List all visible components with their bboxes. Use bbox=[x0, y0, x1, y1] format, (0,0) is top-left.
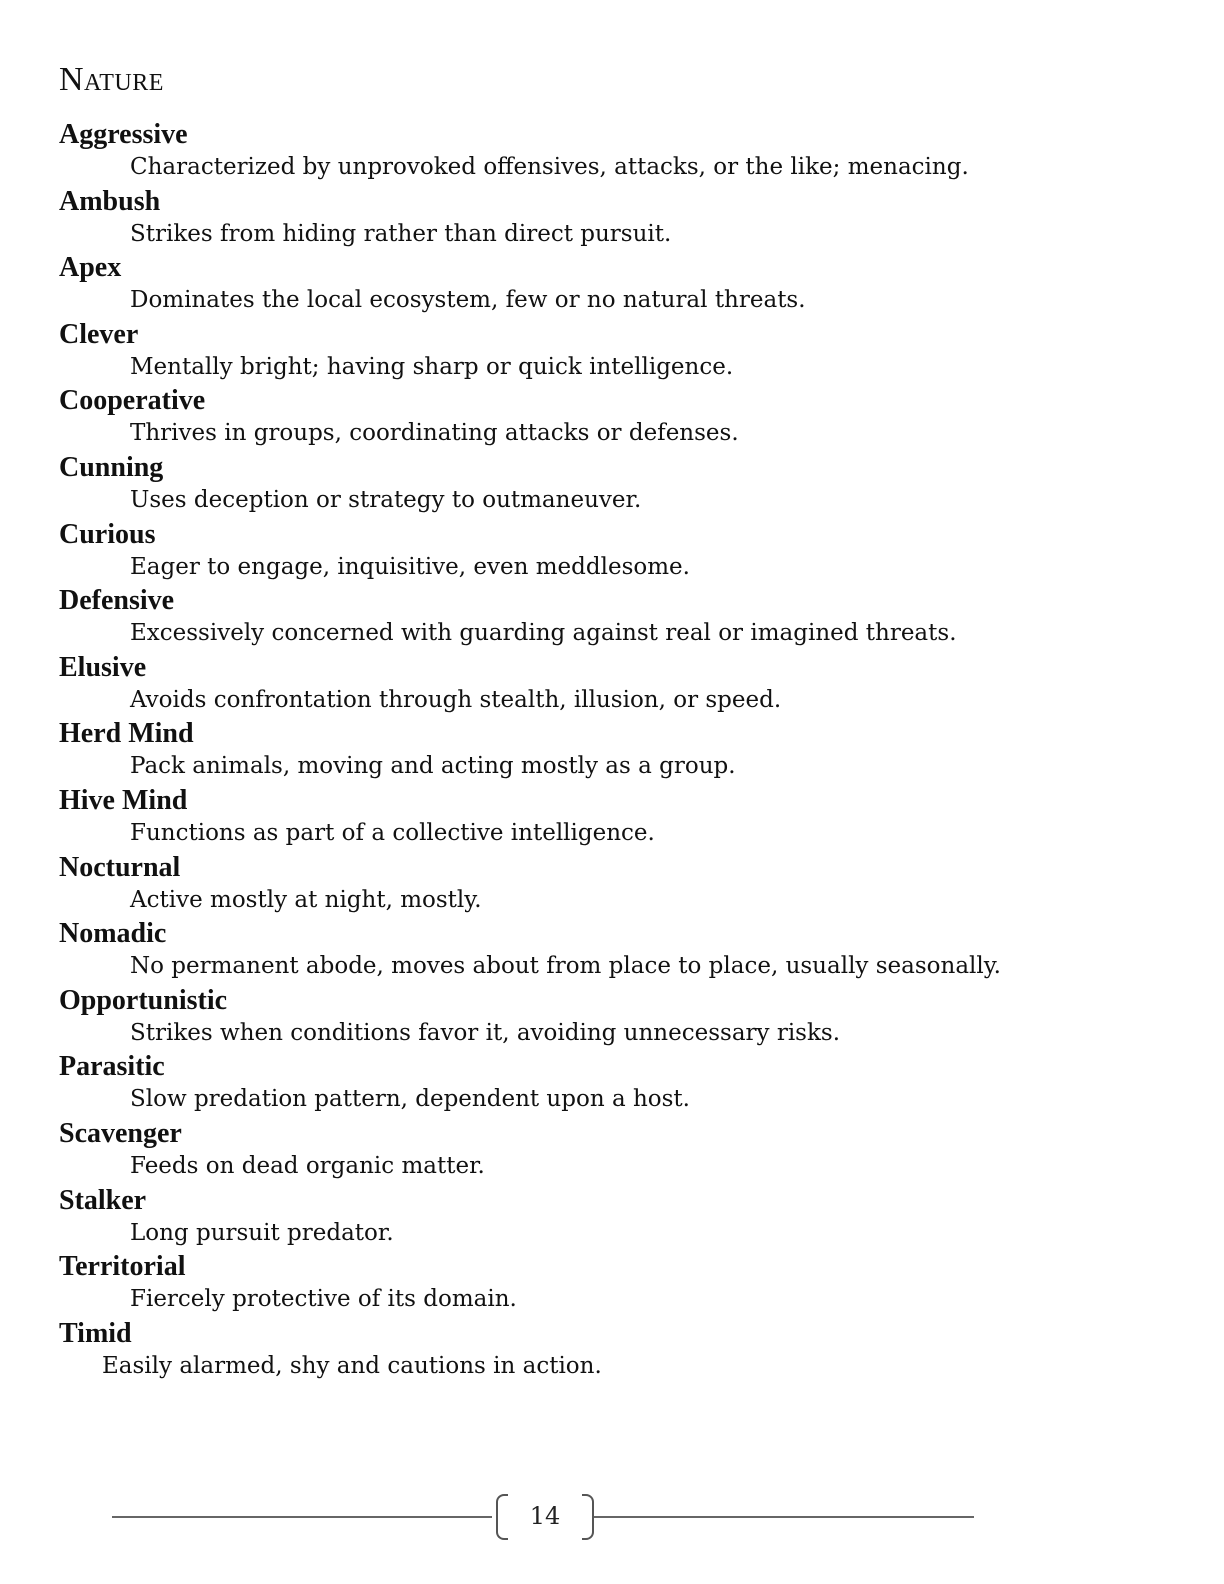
entry-term: Clever bbox=[59, 318, 139, 350]
glossary-entry bbox=[59, 917, 1179, 984]
entry-term: Opportunistic bbox=[59, 984, 228, 1016]
entry-definition: Mentally bright; having sharp or quick intelligence. bbox=[130, 353, 734, 380]
entry-term: Aggressive bbox=[59, 119, 188, 150]
glossary-entry bbox=[59, 1317, 1179, 1384]
glossary-entry bbox=[59, 118, 1179, 185]
entry-term: Elusive bbox=[59, 651, 147, 683]
close-bracket-icon bbox=[582, 1494, 594, 1540]
glossary-entry bbox=[59, 1184, 1179, 1251]
entry-term: Scavenger bbox=[59, 1117, 182, 1149]
entry-term: Nomadic bbox=[59, 918, 167, 950]
glossary-entry bbox=[59, 717, 1179, 784]
glossary-entry bbox=[59, 584, 1179, 651]
entry-definition: Active mostly at night, mostly. bbox=[130, 886, 482, 913]
glossary-entry bbox=[59, 784, 1179, 851]
entry-definition: Strikes from hiding rather than direct pursuit. bbox=[130, 220, 672, 247]
glossary-entry bbox=[59, 1250, 1179, 1317]
entry-definition: Easily alarmed, shy and cautions in action. bbox=[102, 1352, 602, 1379]
footer-rule-left bbox=[112, 1516, 492, 1518]
entry-term: Defensive bbox=[59, 585, 175, 617]
entry-definition: Fiercely protective of its domain. bbox=[130, 1286, 517, 1313]
glossary-entry bbox=[59, 251, 1179, 318]
entry-term: Cunning bbox=[59, 451, 164, 483]
entry-definition: Slow predation pattern, dependent upon a host. bbox=[130, 1086, 690, 1113]
entry-term: Ambush bbox=[59, 185, 161, 217]
entry-term: Cooperative bbox=[59, 385, 206, 417]
glossary-entry bbox=[59, 318, 1179, 385]
page-number: 14 bbox=[529, 1502, 561, 1530]
entry-definition: Long pursuit predator. bbox=[130, 1219, 394, 1246]
entry-definition: Excessively concerned with guarding against real or imagined threats. bbox=[130, 620, 957, 647]
entry-definition: Strikes when conditions favor it, avoiding unnecessary risks. bbox=[130, 1019, 841, 1046]
glossary-entry bbox=[59, 984, 1179, 1051]
footer-rule-right bbox=[594, 1516, 974, 1518]
section-title: Nature bbox=[59, 61, 164, 98]
entry-term: Herd Mind bbox=[59, 718, 194, 750]
entry-definition: Avoids confrontation through stealth, illusion, or speed. bbox=[130, 686, 782, 713]
entry-term: Curious bbox=[59, 518, 156, 550]
entry-term: Hive Mind bbox=[59, 784, 188, 816]
glossary-entry bbox=[59, 518, 1179, 585]
entry-term: Parasitic bbox=[59, 1051, 165, 1083]
entry-term: Territorial bbox=[59, 1251, 186, 1283]
entry-definition: Characterized by unprovoked offensives, attacks, or the like; menacing. bbox=[130, 154, 969, 180]
entry-definition: No permanent abode, moves about from place to place, usually seasonally. bbox=[130, 953, 1001, 980]
entry-term: Stalker bbox=[59, 1184, 147, 1216]
entry-term: Apex bbox=[59, 252, 122, 284]
glossary-entry bbox=[59, 1050, 1179, 1117]
entry-definition: Uses deception or strategy to outmaneuver. bbox=[130, 486, 642, 513]
glossary-entry bbox=[59, 1117, 1179, 1184]
glossary-list bbox=[59, 118, 1179, 1383]
entry-term: Timid bbox=[59, 1317, 132, 1349]
open-bracket-icon bbox=[496, 1494, 508, 1540]
glossary-entry bbox=[59, 651, 1179, 718]
entry-definition: Eager to engage, inquisitive, even meddlesome. bbox=[130, 553, 690, 580]
glossary-entry bbox=[59, 185, 1179, 252]
entry-definition: Functions as part of a collective intelligence. bbox=[130, 819, 655, 846]
page-footer bbox=[112, 1492, 974, 1542]
entry-term: Nocturnal bbox=[59, 851, 181, 883]
glossary-entry bbox=[59, 451, 1179, 518]
entry-definition: Pack animals, moving and acting mostly as a group. bbox=[130, 753, 736, 780]
entry-definition: Thrives in groups, coordinating attacks or defenses. bbox=[130, 420, 739, 447]
glossary-entry bbox=[59, 384, 1179, 451]
glossary-entry bbox=[59, 851, 1179, 918]
entry-definition: Feeds on dead organic matter. bbox=[130, 1152, 485, 1179]
entry-definition: Dominates the local ecosystem, few or no natural threats. bbox=[130, 287, 806, 314]
